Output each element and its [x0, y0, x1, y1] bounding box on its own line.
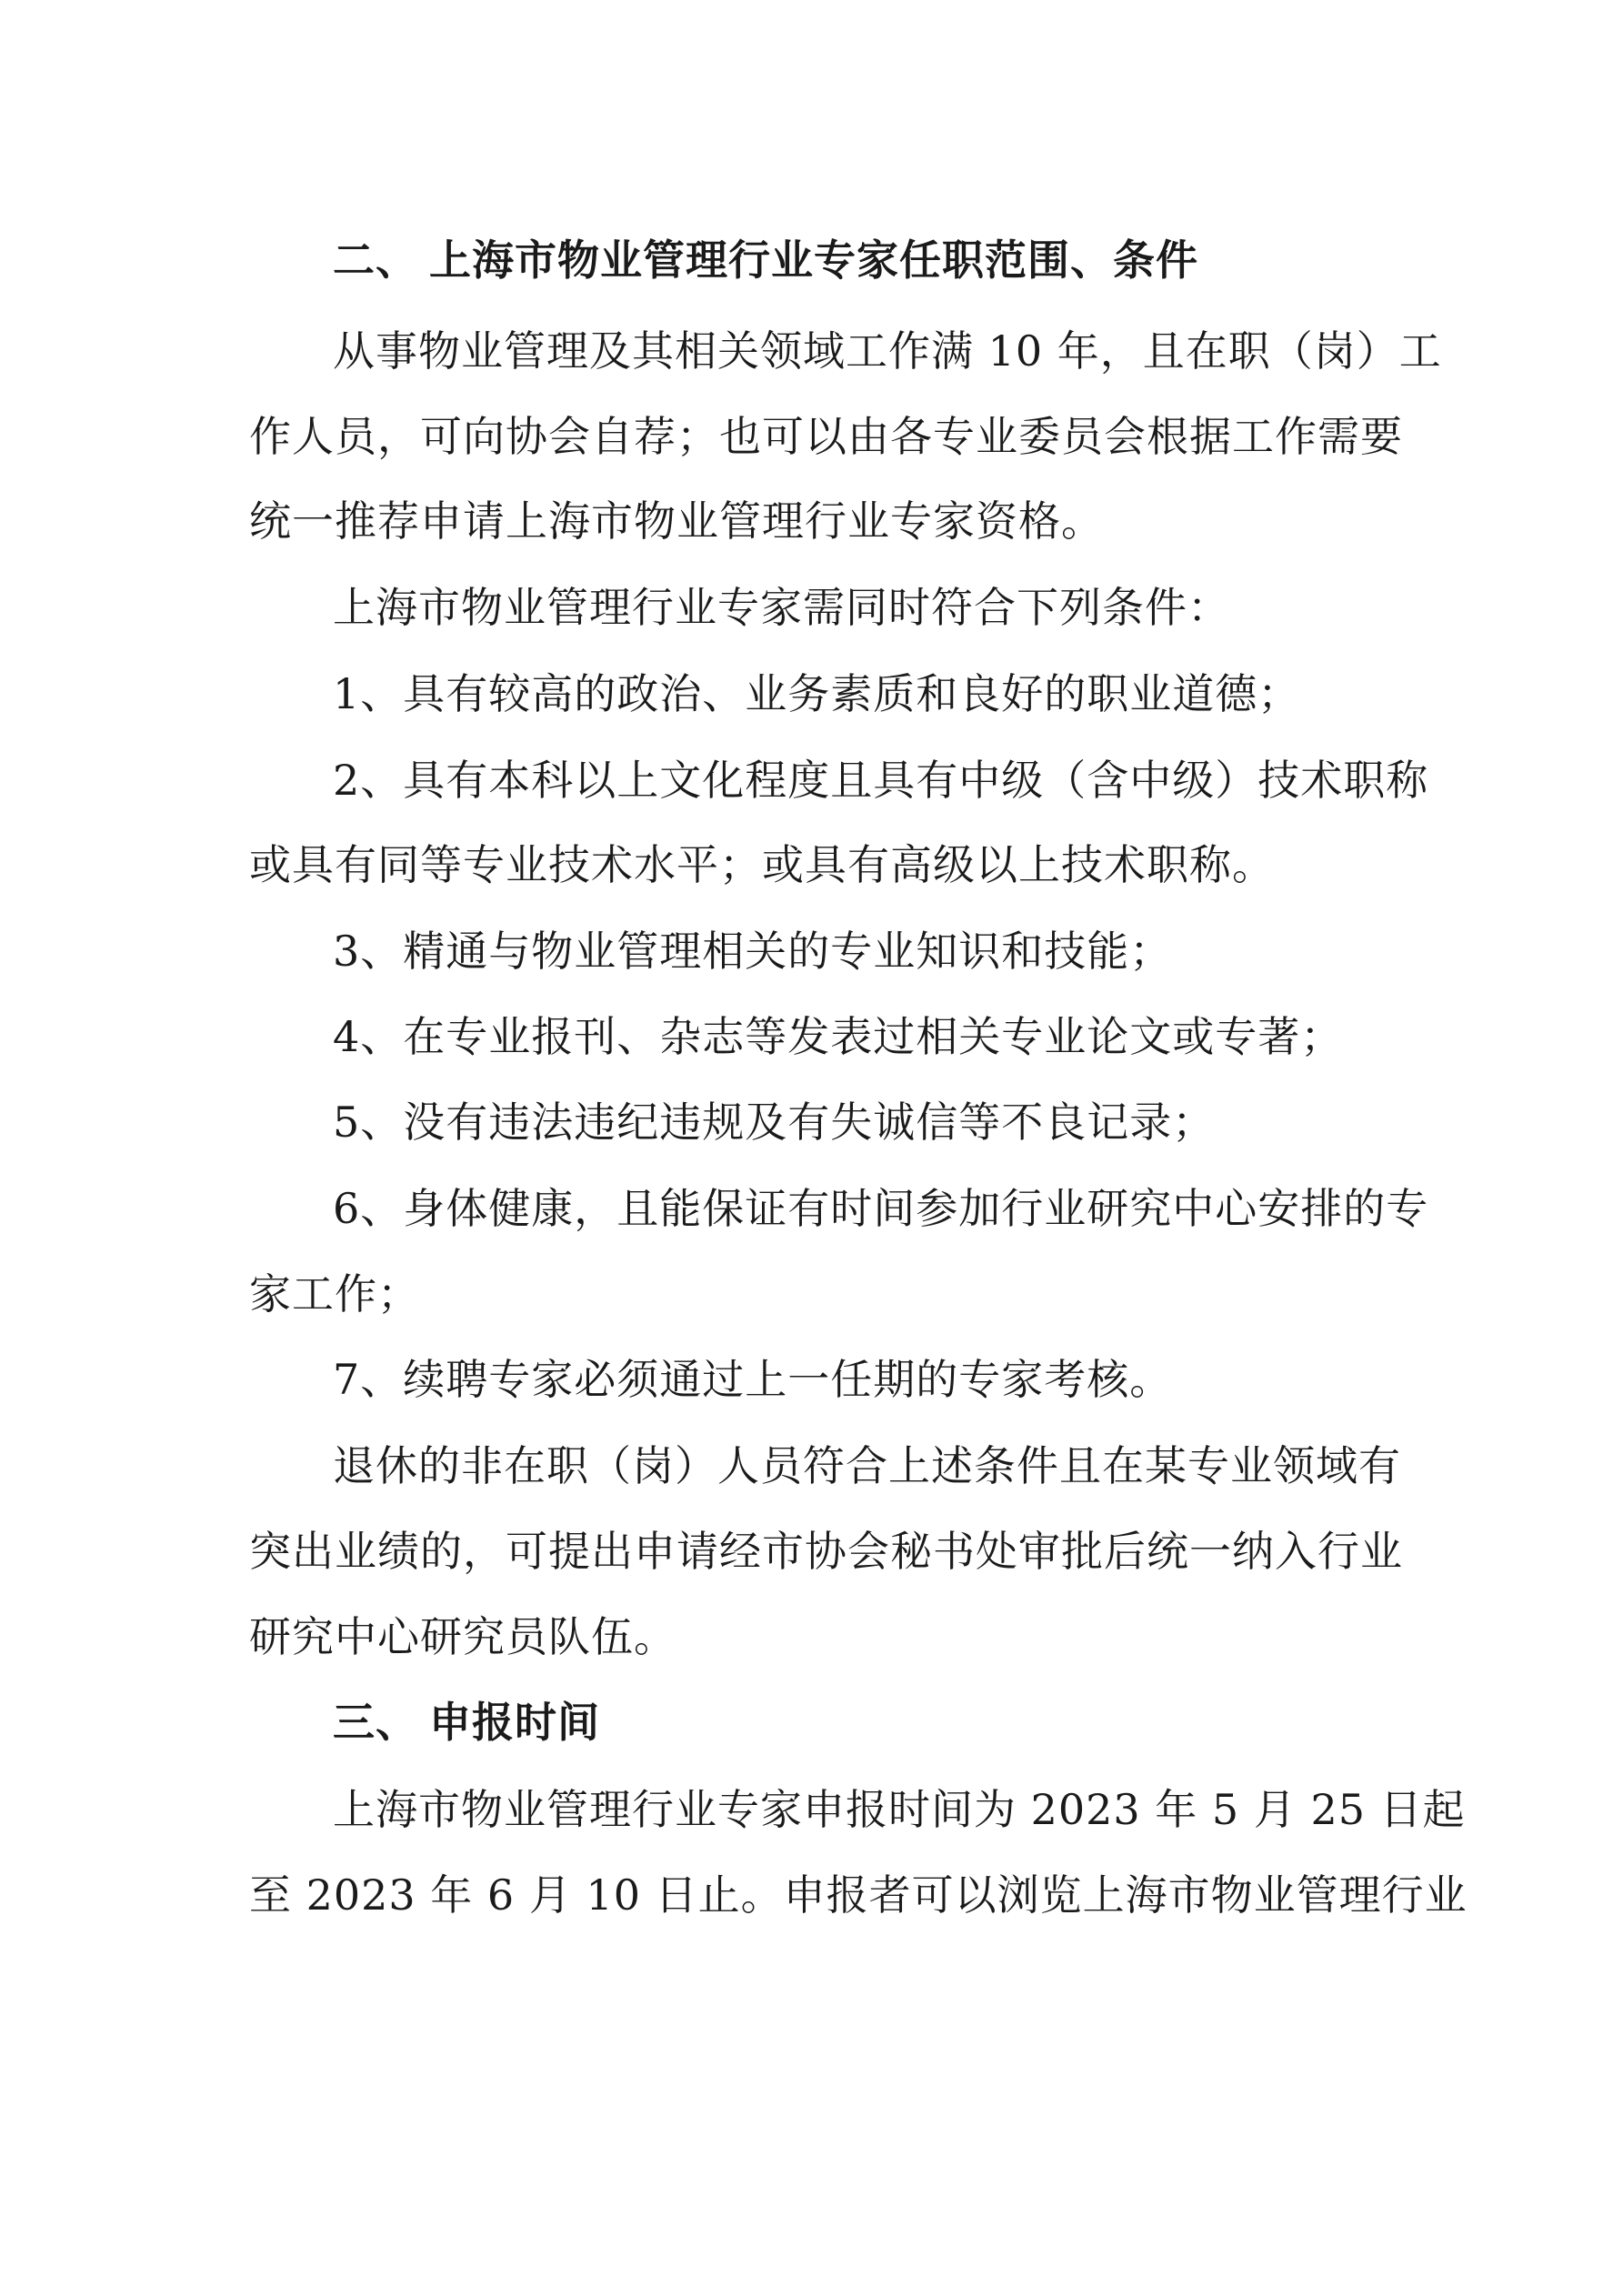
section-3-number: 三、: [333, 1698, 418, 1747]
section-3-para-line1: 上海市物业管理行业专家申报时间为 2023 年 5 月 25 日起: [333, 1785, 1466, 1834]
retired-line1: 退休的非在职（岗）人员符合上述条件且在某专业领域有: [333, 1441, 1401, 1490]
condition-2-line1: 2、具有本科以上文化程度且具有中级（含中级）技术职称: [333, 756, 1429, 805]
retired-line2: 突出业绩的，可提出申请经市协会秘书处审批后统一纳入行业: [249, 1527, 1403, 1576]
condition-5: 5、没有违法违纪违规及有失诚信等不良记录；: [333, 1098, 1216, 1147]
section-2-para1-line3: 统一推荐申请上海市物业管理行业专家资格。: [249, 496, 1104, 546]
section-3-para-line2: 至 2023 年 6 月 10 日止。申报者可以浏览上海市物业管理行业: [249, 1870, 1468, 1920]
section-3-heading: [333, 1697, 1478, 1748]
section-2-heading: [333, 235, 1478, 286]
section-2-para1-line2: 作人员，可向协会自荐；也可以由各专业委员会根据工作需要: [249, 412, 1403, 461]
section-2-para1-line1: 从事物业管理及其相关领域工作满 10 年，且在职（岗）工: [333, 326, 1442, 376]
condition-1: 1、具有较高的政治、业务素质和良好的职业道德；: [333, 669, 1301, 718]
condition-6-line1: 6、身体健康，且能保证有时间参加行业研究中心安排的专: [333, 1184, 1429, 1233]
condition-4: 4、在专业报刊、杂志等发表过相关专业论文或专著；: [333, 1012, 1344, 1061]
condition-7: 7、续聘专家必须通过上一任期的专家考核。: [333, 1355, 1173, 1404]
section-2-number: 二、: [333, 236, 418, 285]
section-2-title: 上海市物业管理行业专家任职范围、条件: [429, 236, 1198, 285]
conditions-intro: 上海市物业管理行业专家需同时符合下列条件：: [333, 583, 1230, 632]
retired-line3: 研究中心研究员队伍。: [249, 1612, 676, 1661]
condition-6-line2: 家工作；: [249, 1269, 420, 1318]
condition-2-line2: 或具有同等专业技术水平；或具有高级以上技术职称。: [249, 840, 1275, 889]
section-3-title: 申报时间: [429, 1698, 600, 1747]
condition-3: 3、精通与物业管理相关的专业知识和技能；: [333, 927, 1173, 976]
